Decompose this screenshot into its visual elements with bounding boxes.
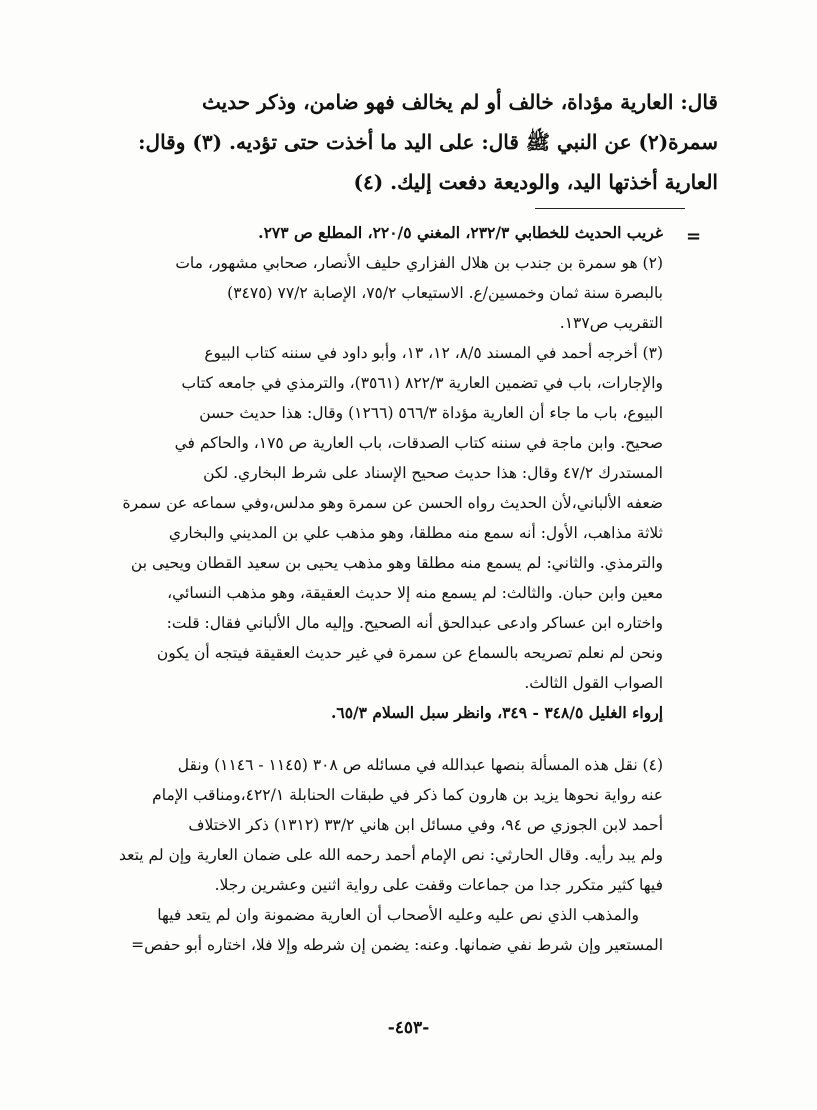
footnote-1-line: غريب الحديث للخطابي ٢٣٢/٣، المغني ٢٢٠/٥، المطلع ص ٢٧٣.	[258, 223, 663, 242]
footnote-4-line: أحمد لابن الجوزي ص ٩٤، وفي مسائل ابن هاني ٣٣/٢ (١٣١٢) ذكر الاختلاف	[188, 816, 663, 834]
footnote-4-line: المستعير وإن شرط نفي ضمانها. وعنه: يضمن إن شرطه وإلا فلا، اختاره أبو حفص=	[131, 936, 663, 954]
footnote-2-line: (٢) هو سمرة بن جندب بن هلال الفزاري حليف الأنصار، صحابي مشهور، مات	[175, 254, 663, 272]
footnotes-block	[118, 218, 663, 960]
continuation-mark: =	[686, 226, 702, 247]
footnote-3-line: البيوع، باب ما جاء أن العارية مؤداة ٥٦٦/٣ (١٢٦٦) وقال: هذا حديث حسن	[199, 404, 663, 422]
footnote-3-line: واختاره ابن عساكر وادعى عبدالحق أنه الصحيح. وإليه مال الألباني فقال: قلت:	[166, 614, 663, 632]
footnote-3-line: إرواء الغليل ٣٤٨/٥ - ٣٤٩، وانظر سبل السلام ٦٥/٣.	[330, 703, 663, 722]
footnote-gap	[118, 728, 663, 750]
footnote-3-line: ضعفه الألباني،لأن الحديث رواه الحسن عن سمرة وهو مدلس،وفي سماعه عن سمرة	[122, 494, 663, 512]
main-text-line: سمرة(٢) عن النبي ﷺ قال: على اليد ما أخذت حتى تؤديه. (٣) وقال:	[138, 130, 718, 154]
main-text-block	[118, 82, 718, 202]
footnote-3-line: (٣) أخرجه أحمد في المسند ٨/٥، ١٢، ١٣، وأبو داود في سننه كتاب البيوع	[204, 344, 663, 362]
footnote-4-line: (٤) نقل هذه المسألة بنصها عبدالله في مسائله ص ٣٠٨ (١١٤٥ - ١١٤٦) ونقل	[177, 756, 663, 774]
main-text-line: قال: العارية مؤداة، خالف أو لم يخالف فهو ضامن، وذكر حديث	[202, 90, 718, 114]
footnote-3-line: والإجارات، باب في تضمين العارية ٨٢٢/٣ (٣٥٦١)، والترمذي في جامعه كتاب	[181, 374, 663, 392]
footnote-3-line: ونحن لم نعلم تصريحه بالسماع عن سمرة في غير حديث العقيقة فيتجه أن يكون	[156, 644, 663, 662]
footnote-2-line: بالبصرة سنة ثمان وخمسين/ع. الاستيعاب ٧٥/٢، الإصابة ٧٧/٢ (٣٤٧٥)	[227, 284, 663, 302]
footnote-3-line: المستدرك ٤٧/٢ وقال: هذا حديث صحيح الإسناد على شرط البخاري. لكن	[203, 464, 663, 482]
footnote-2-line: التقريب ص١٣٧.	[559, 314, 663, 332]
footnote-4-line: والمذهب الذي نص عليه وعليه الأصحاب أن العارية مضمونة وان لم يتعد فيها	[157, 906, 639, 924]
footnote-4-line: فيها كثير متكرر جدا من جماعات وقفت على رواية اثنين وعشرين رجلا.	[214, 876, 663, 894]
footnote-4-line: عنه رواية نحوها يزيد بن هارون كما ذكر في طبقات الحنابلة ٤٢٢/١،ومناقب الإمام	[152, 786, 663, 804]
footnote-separator	[535, 208, 685, 209]
footnote-3-line: الصواب القول الثالث.	[524, 674, 663, 692]
page-number: -٤٥٣-	[387, 1018, 430, 1038]
footnote-3-line: معين وابن حبان. والثالث: لم يسمع منه إلا حديث العقيقة، وهو مذهب النسائي،	[167, 584, 663, 602]
footnote-3-line: والترمذي. والثاني: لم يسمع منه مطلقا وهو مذهب يحيى بن سعيد القطان ويحيى بن	[130, 554, 663, 572]
footnote-3-line: ثلاثة مذاهب، الأول: أنه سمع منه مطلقا، وهو مذهب علي بن المديني والبخاري	[168, 524, 663, 542]
footnote-3-line: صحيح. وابن ماجة في سننه كتاب الصدقات، باب العارية ص ١٧٥، والحاكم في	[174, 434, 663, 452]
footnote-4-line: ولم يبد رأيه. وقال الحارثي: نص الإمام أحمد رحمه الله على ضمان العارية وإن لم يتعد	[118, 846, 663, 864]
main-text-line: العارية أخذتها اليد، والوديعة دفعت إليك. (٤)	[353, 170, 718, 194]
